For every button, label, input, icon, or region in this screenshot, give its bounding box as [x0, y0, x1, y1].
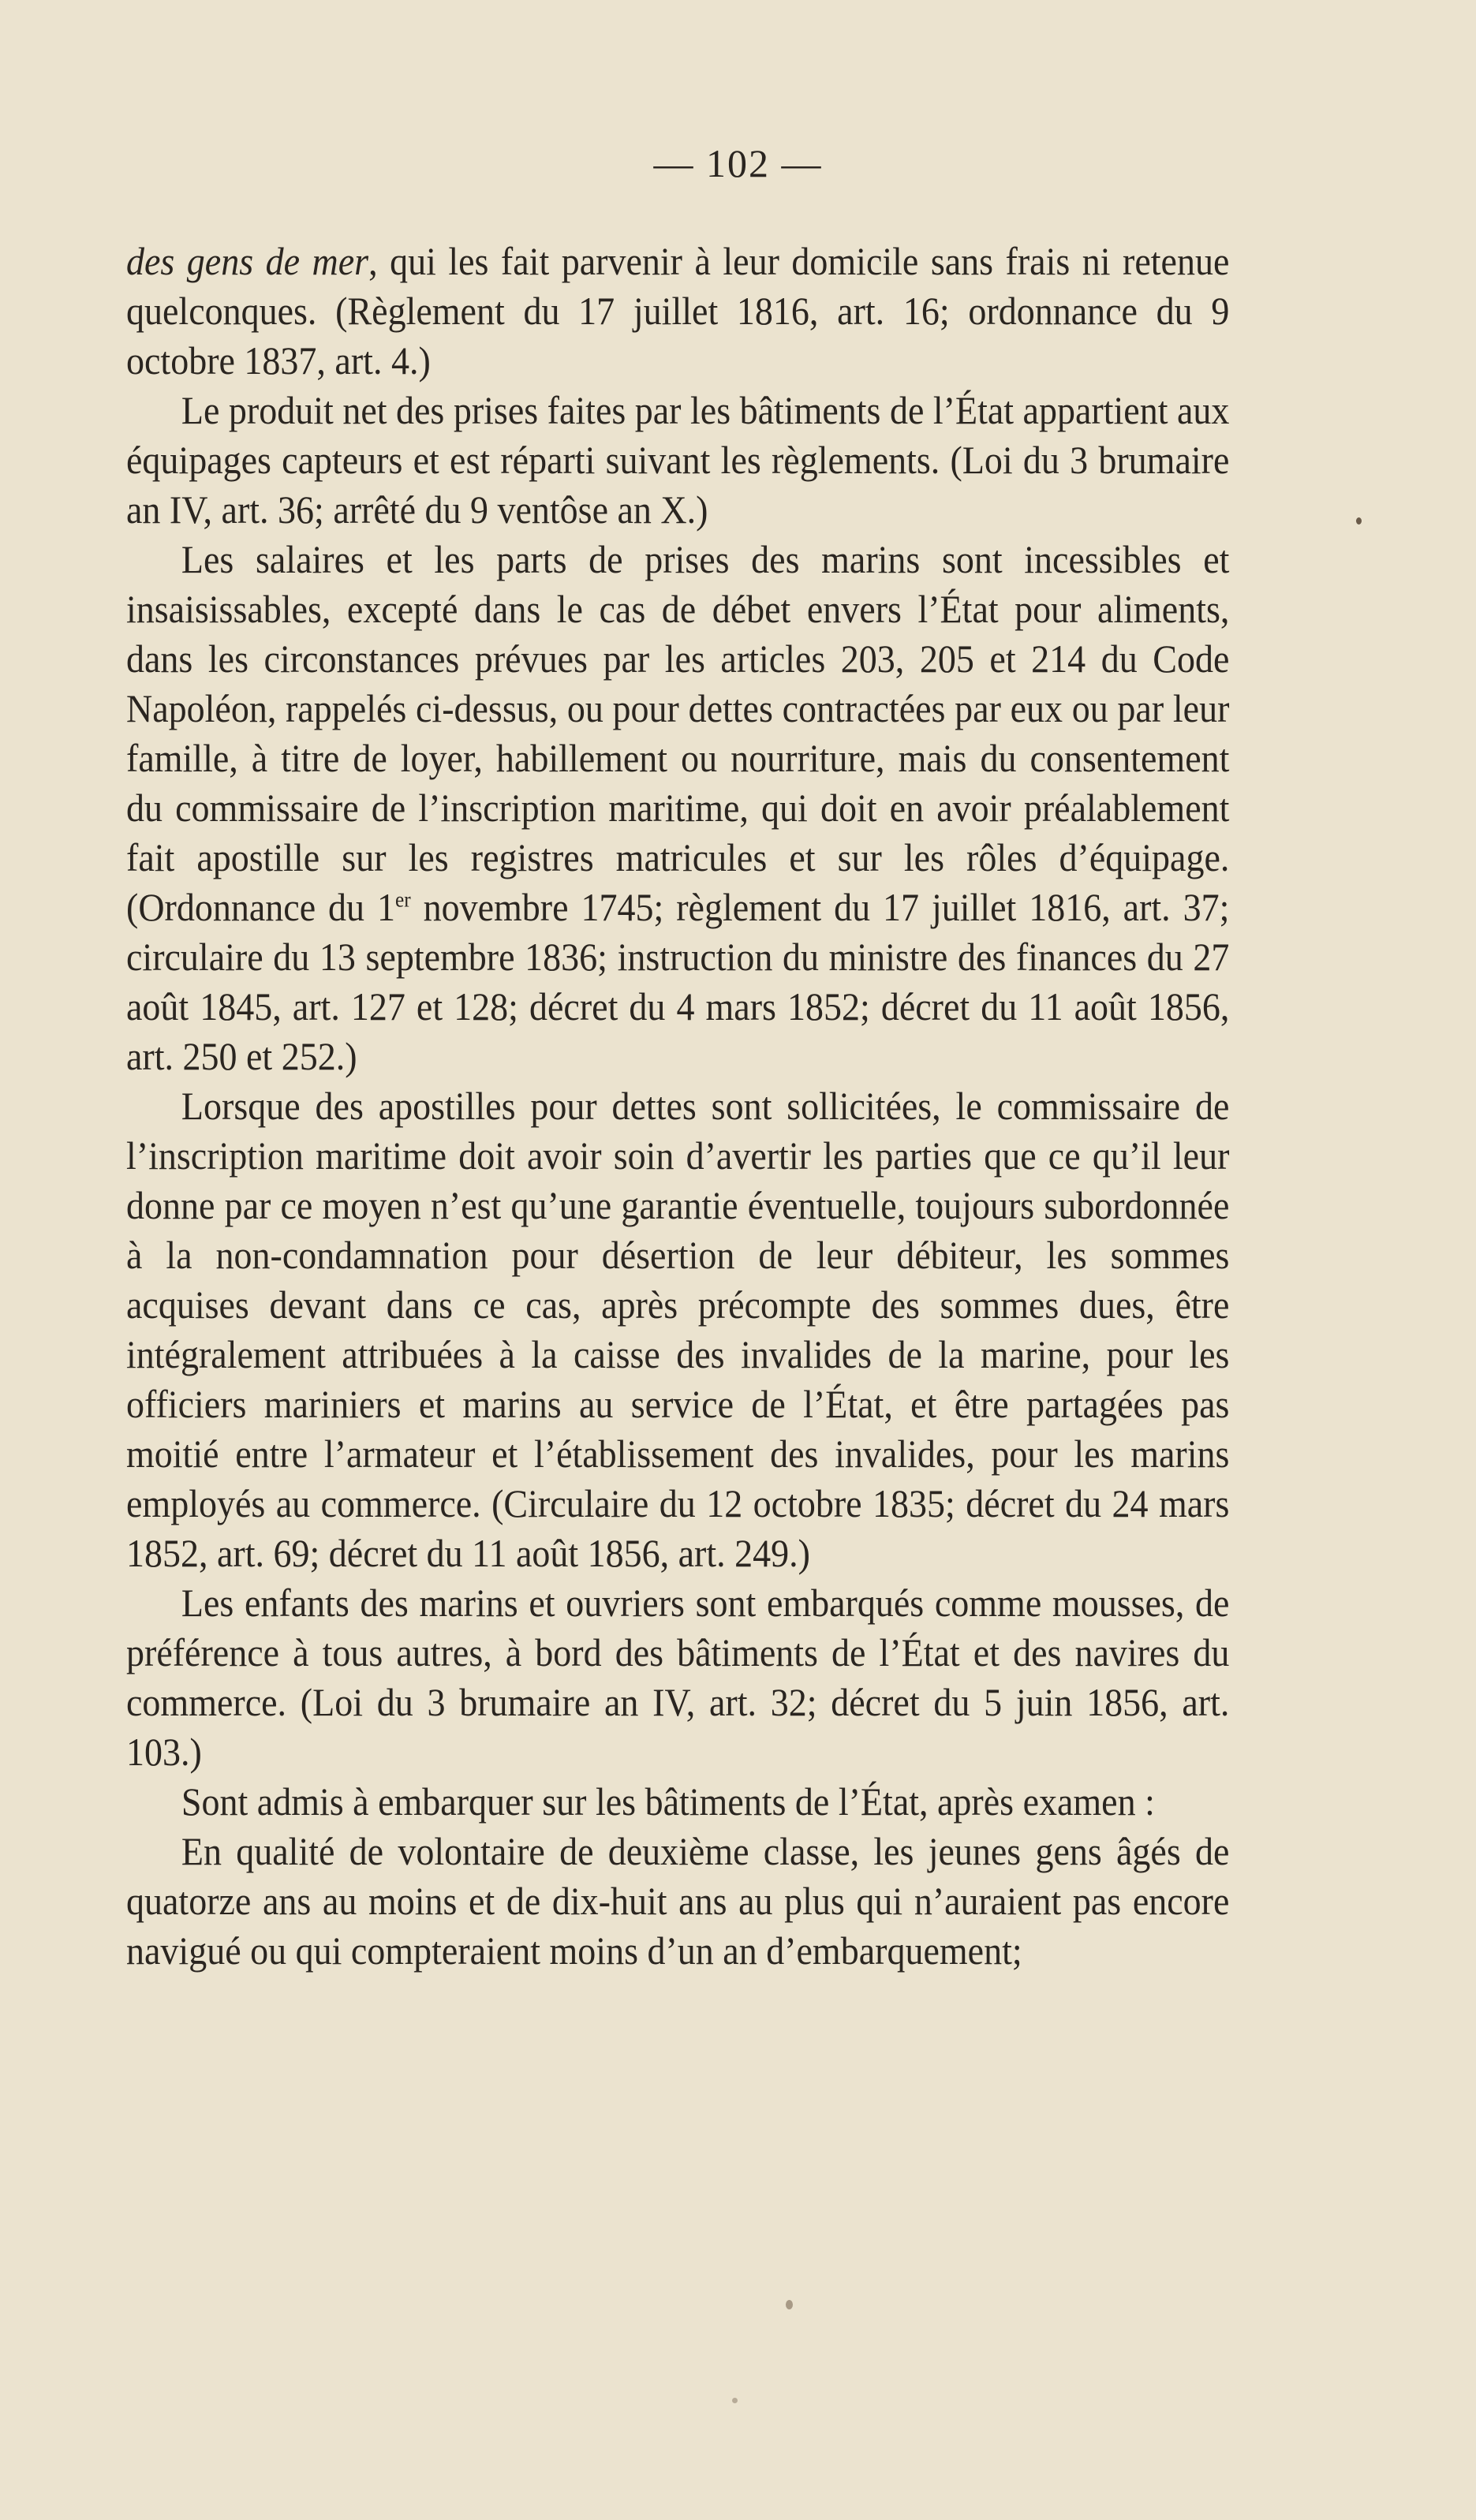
paragraph-6: Sont admis à embarquer sur les bâtiments de l’État, après examen :	[181, 1779, 1155, 1824]
ink-speck	[1356, 517, 1362, 525]
body-text	[126, 237, 1229, 1976]
paragraph-2: Le produit net des prises faites par les bâtiments de l’État appartient aux équipages capteurs et est réparti suivant les règlements. (Loi du 3 brumaire an IV, art. 36; arrêté du 9 ventôse an X.)	[126, 388, 1230, 532]
paragraph-3-text-a: Les salaires et les parts de prises des marins sont incessibles et insaisissables, excepté dans le cas de débet envers l’État pour aliments, dans les circonstances prévues par les articles 203, 205 et 214 du Code Napoléon, rappelés ci-dessus, ou pour dettes contractées par eux ou par leur famille, à titre de loyer, habillement ou nourriture, mais du consentement du commissaire de l’inscription maritime, qui doit en avoir préalablement fait apostille sur les registres matricules et sur les rôles d’équipage. (Ordonnance du 1	[126, 537, 1230, 929]
ink-speck	[786, 2300, 793, 2309]
ink-speck	[732, 2398, 738, 2403]
paragraph-5: Les enfants des marins et ouvriers sont embarqués comme mousses, de préférence à tous autres, à bord des bâtiments de l’État et des navires du commerce. (Loi du 3 brumaire an IV, art. 32; décret du 5 juin 1856, art. 103.)	[126, 1581, 1230, 1774]
paragraph-1	[126, 237, 1229, 386]
paragraph-1-text: , qui les fait parvenir à leur domicile sans frais ni retenue quelconques. (Règlement du 17 juillet 1816, art. 16; ordonnance du 9 octobre 1837, art. 4.)	[126, 239, 1230, 383]
superscript-er: er	[395, 887, 411, 912]
paragraph-7: En qualité de volontaire de deuxième classe, les jeunes gens âgés de quatorze ans au moins et de dix-huit ans au plus qui n’auraient pas encore navigué ou qui compteraient moins d’un an d’embarquement;	[126, 1829, 1230, 1973]
page-number: — 102 —	[653, 141, 823, 185]
paragraph-3	[126, 535, 1229, 1081]
italic-phrase: des gens de mer	[126, 239, 369, 283]
paragraph-3-text-b: novembre 1745; règlement du 17 juillet 1816, art. 37; circulaire du 13 septembre 1836; instruction du ministre des finances du 27 août 1845, art. 127 et 128; décret du 4 mars 1852; décret du 11 août 1856, art. 250 et 252.)	[126, 885, 1230, 1078]
paragraph-4: Lorsque des apostilles pour dettes sont sollicitées, le commissaire de l’inscription maritime doit avoir soin d’avertir les parties que ce qu’il leur donne par ce moyen n’est qu’une garantie éventuelle, toujours subordonnée à la non-condamnation pour désertion de leur débiteur, les sommes acquises devant dans ce cas, après précompte des sommes dues, être intégralement attribuées à la caisse des invalides de la marine, pour les officiers mariniers et marins au service de l’État, et être partagées pas moitié entre l’armateur et l’établissement des invalides, pour les marins employés au commerce. (Circulaire du 12 octobre 1835; décret du 24 mars 1852, art. 69; décret du 11 août 1856, art. 249.)	[126, 1084, 1230, 1575]
